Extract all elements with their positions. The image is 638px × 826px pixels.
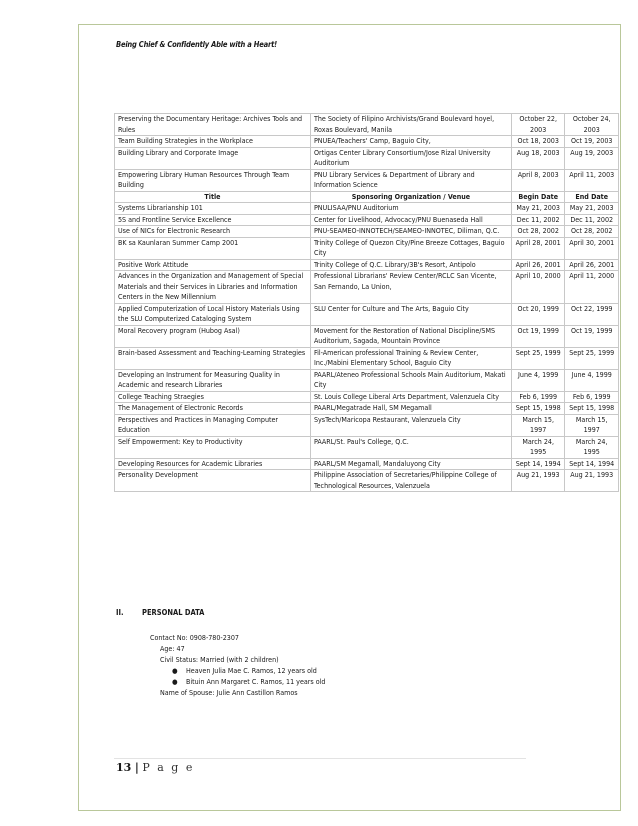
cell-title: Building Library and Corporate Image (115, 147, 311, 169)
cell-begin-date: Oct 20, 1999 (511, 303, 565, 325)
page-header: Being Chief & Confidently Able with a Heart! (116, 40, 278, 49)
table-row (115, 203, 619, 215)
cell-org: SysTech/Maricopa Restaurant, Valenzuela City (310, 414, 511, 436)
cell-begin-date: Oct 28, 2002 (511, 226, 565, 238)
cell-end-date: March 15, 1997 (565, 414, 619, 436)
cell-title: Personality Development (115, 470, 311, 492)
table-row (115, 347, 619, 369)
table-body-bottom (115, 203, 619, 492)
cell-end-date: June 4, 1999 (565, 369, 619, 391)
cell-title: College Teaching Straegies (115, 391, 311, 403)
cell-title: Developing an Instrument for Measuring Quality in Academic and research Libraries (115, 369, 311, 391)
cell-begin-date: Sept 15, 1998 (511, 403, 565, 415)
header-org: Sponsoring Organization / Venue (310, 191, 511, 203)
cell-org: Movement for the Restoration of National Discipline/SMS Auditorium, Sagada, Mountain Province (310, 325, 511, 347)
page-number: 13 (116, 761, 132, 774)
cell-begin-date: June 4, 1999 (511, 369, 565, 391)
table-row (115, 226, 619, 238)
cell-begin-date: April 10, 2000 (511, 271, 565, 304)
cell-title: Brain-based Assessment and Teaching-Learning Strategies (115, 347, 311, 369)
table-row (115, 136, 619, 148)
table-body-top (115, 114, 619, 192)
contact-number: Contact No: 0908-780-2307 (150, 633, 239, 642)
cell-begin-date: Dec 11, 2002 (511, 214, 565, 226)
table-row (115, 436, 619, 458)
personal-data (150, 632, 326, 698)
section-number: II. (116, 608, 124, 617)
cell-org: Trinity College of Q.C. Library/3B's Resort, Antipolo (310, 259, 511, 271)
child-name: Bituin Ann Margaret C. Ramos, 11 years old (186, 677, 326, 686)
header-end: End Date (565, 191, 619, 203)
cell-end-date: Sept 14, 1994 (565, 458, 619, 470)
table-row (115, 414, 619, 436)
cell-end-date: Sept 15, 1998 (565, 403, 619, 415)
cell-title: Systems Librarianship 101 (115, 203, 311, 215)
cell-begin-date: October 22, 2003 (511, 114, 565, 136)
page-label: P a g e (142, 761, 195, 774)
cell-title: Positive Work Attitude (115, 259, 311, 271)
table-header-row (115, 191, 619, 203)
cell-begin-date: Aug 18, 2003 (511, 147, 565, 169)
page-separator: | (134, 761, 139, 774)
cell-begin-date: March 24, 1995 (511, 436, 565, 458)
seminars-table (114, 113, 619, 492)
cell-title: 5S and Frontline Service Excellence (115, 214, 311, 226)
cell-end-date: Oct 19, 2003 (565, 136, 619, 148)
cell-end-date: April 26, 2001 (565, 259, 619, 271)
section-title: PERSONAL DATA (142, 608, 205, 617)
cell-title: Preserving the Documentary Heritage: Archives Tools and Rules (115, 114, 311, 136)
age: Age: 47 (160, 644, 185, 653)
cell-title: Empowering Library Human Resources Through Team Building (115, 169, 311, 191)
child-name: Heaven Julia Mae C. Ramos, 12 years old (186, 666, 317, 675)
cell-org: The Society of Filipino Archivists/Grand Boulevard hoyel, Roxas Boulevard, Manila (310, 114, 511, 136)
cell-end-date: April 11, 2000 (565, 271, 619, 304)
bullet-icon: ● (172, 666, 178, 675)
cell-org: St. Louis College Liberal Arts Department, Valenzuela City (310, 391, 511, 403)
table-row (115, 259, 619, 271)
cell-end-date: May 21, 2003 (565, 203, 619, 215)
cell-org: PAARL/St. Paul's College, Q.C. (310, 436, 511, 458)
section-heading (116, 608, 204, 617)
cell-org: Philippine Association of Secretaries/Philippine College of Technological Resources, Valenzuela (310, 470, 511, 492)
cell-org: Center for Livelihood, Advocacy/PNU Buenaseda Hall (310, 214, 511, 226)
cell-begin-date: Sept 25, 1999 (511, 347, 565, 369)
bullet-icon: ● (172, 677, 178, 686)
cell-title: Team Building Strategies in the Workplace (115, 136, 311, 148)
table-row (115, 303, 619, 325)
footer-divider (114, 758, 526, 759)
cell-end-date: Aug 19, 2003 (565, 147, 619, 169)
cell-end-date: Aug 21, 1993 (565, 470, 619, 492)
cell-title: Applied Computerization of Local History Materials Using the SLU Computerized Cataloging System (115, 303, 311, 325)
cell-title: The Management of Electronic Records (115, 403, 311, 415)
table-row (115, 237, 619, 259)
cell-title: BK sa Kaunlaran Summer Camp 2001 (115, 237, 311, 259)
table-row (115, 169, 619, 191)
cell-org: SLU Center for Culture and The Arts, Baguio City (310, 303, 511, 325)
table-row (115, 114, 619, 136)
child-item (150, 676, 326, 687)
cell-end-date: April 11, 2003 (565, 169, 619, 191)
spouse-name: Name of Spouse: Julie Ann Castillon Ramos (160, 688, 298, 697)
child-item (150, 665, 326, 676)
cell-begin-date: April 28, 2001 (511, 237, 565, 259)
cell-begin-date: Aug 21, 1993 (511, 470, 565, 492)
cell-org: PNUEA/Teachers' Camp, Baguio City, (310, 136, 511, 148)
table-row (115, 271, 619, 304)
cell-begin-date: April 26, 2001 (511, 259, 565, 271)
table-row (115, 403, 619, 415)
header-title: Title (115, 191, 311, 203)
cell-org: Ortigas Center Library Consortium/Jose Rizal University Auditorium (310, 147, 511, 169)
cell-org: PNULISAA/PNU Auditorium (310, 203, 511, 215)
cell-title: Perspectives and Practices in Managing Computer Education (115, 414, 311, 436)
cell-title: Moral Recovery program (Hubog Asal) (115, 325, 311, 347)
cell-end-date: Sept 25, 1999 (565, 347, 619, 369)
cell-end-date: October 24, 2003 (565, 114, 619, 136)
table-header (115, 191, 619, 203)
cell-org: PNU-SEAMEO-INNOTECH/SEAMEO-INNOTEC, Diliman, Q.C. (310, 226, 511, 238)
table-row (115, 470, 619, 492)
page-footer (116, 761, 194, 774)
cell-end-date: Oct 28, 2002 (565, 226, 619, 238)
cell-org: Professional Librarians' Review Center/RCLC San Vicente, San Fernando, La Union, (310, 271, 511, 304)
cell-end-date: Dec 11, 2002 (565, 214, 619, 226)
cell-title: Self Empowerment: Key to Productivity (115, 436, 311, 458)
cell-begin-date: Feb 6, 1999 (511, 391, 565, 403)
cell-end-date: March 24, 1995 (565, 436, 619, 458)
cell-org: PAARL/SM Megamall, Mandaluyong City (310, 458, 511, 470)
table-row (115, 458, 619, 470)
cell-begin-date: April 8, 2003 (511, 169, 565, 191)
cell-title: Advances in the Organization and Management of Special Materials and their Services in Libraries and Information Centers in the New Millennium (115, 271, 311, 304)
cell-org: Trinity College of Quezon City/Pine Breeze Cottages, Baguio City (310, 237, 511, 259)
table-row (115, 325, 619, 347)
cell-end-date: Oct 22, 1999 (565, 303, 619, 325)
table-row (115, 214, 619, 226)
cell-begin-date: March 15, 1997 (511, 414, 565, 436)
cell-end-date: Feb 6, 1999 (565, 391, 619, 403)
cell-begin-date: Sept 14, 1994 (511, 458, 565, 470)
cell-org: Fil-American professional Training & Review Center, Inc./Mabini Elementary School, Baguio City (310, 347, 511, 369)
cell-title: Developing Resources for Academic Libraries (115, 458, 311, 470)
cell-begin-date: Oct 18, 2003 (511, 136, 565, 148)
table-row (115, 369, 619, 391)
table-row (115, 147, 619, 169)
cell-begin-date: May 21, 2003 (511, 203, 565, 215)
cell-org: PAARL/Megatrade Hall, SM Megamall (310, 403, 511, 415)
cell-title: Use of NICs for Electronic Research (115, 226, 311, 238)
header-begin: Begin Date (511, 191, 565, 203)
civil-status: Civil Status: Married (with 2 children) (160, 655, 279, 664)
cell-org: PNU Library Services & Department of Library and Information Science (310, 169, 511, 191)
table-row (115, 391, 619, 403)
seminars-table-wrap (114, 113, 619, 492)
cell-end-date: Oct 19, 1999 (565, 325, 619, 347)
cell-begin-date: Oct 19, 1999 (511, 325, 565, 347)
cell-end-date: April 30, 2001 (565, 237, 619, 259)
cell-org: PAARL/Ateneo Professional Schools Main Auditorium, Makati City (310, 369, 511, 391)
